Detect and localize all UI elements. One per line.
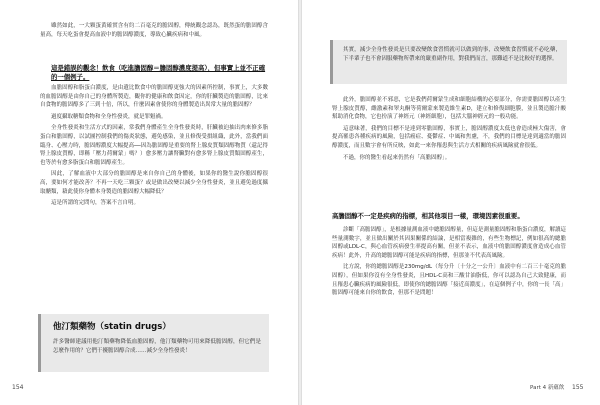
left-paragraph-6: 這是所謂的完問句，答案不言自明。	[51, 200, 140, 207]
right-paragraph-4: 診斷「高膽固醇」，是根據量測血液中總膽固醇量，但這是測量膽固醇和脂蛋白濃度，解讀這些量測數字，並且做出關於其因果關係的結論，是相當複雜的，有些生物標記，例如很高的總膽固醇或LDL-C，與心血管疾病發生率提高有關，但並不表示，血液中的膽固醇濃度會造成心血管疾病！此外，升高的總膽固醇可能是疾病的指標，但那並不代表高風險。	[332, 227, 566, 259]
right-paragraph-3: 不過，你的醫生看起來仍然有「高膽固醇」。	[343, 154, 451, 161]
left-page-number: 154	[12, 384, 24, 391]
left-paragraph-3: 過度攝取糖類食物和全身性發炎，就是罪魁禍。	[51, 113, 167, 120]
statin-sidebar-box	[38, 314, 269, 372]
left-body-text	[40, 84, 268, 211]
right-page-number: 155	[572, 384, 584, 391]
left-paragraph-1: 雖然如此，一大顆蛋黃確實含有約二百毫克的膽固醇，傳統觀念認為，既然蛋的膽固醇含量高，每天吃蛋會提高血液中的膽固醇濃度，導致心臟疾病和中風。	[40, 23, 268, 38]
statin-box-text: 許多醫師建議用他汀類藥物降低血膽固醇，他汀類藥物可用來降低膽固醇，但它們是怎麼作用的？它們干擾膽固醇合成……減少全身性發炎！	[53, 339, 261, 354]
right-paragraph-2: 這意味著，我們的目標不是達到零膽固醇，事實上，膽固醇濃度太低也會造成極大傷害，會提高罹患各種疾病的風險，包括癌症、憂鬱症、中風和焦慮，不，我們的目標是達到適當的膽固醇濃度，而且數字會有所反映，如此一來你罹患與生活方式相關的疾病風險就會很低。	[332, 125, 566, 149]
left-paragraph-4: 全身性發炎和生活方式的因素，常我們身體產生全身性發炎時，肝臟被迫抽出肉來修多脂蛋白和膽固醇，以試圖控制我們的傷炎狀態，避免感染，並且修復受損組織，此外，當我們面臨身、心壓力時，膽固醇濃度大幅提高──因為膽固醇是重要的腎上腺皮質類固醇物質（還記得腎上腺皮質醇，即稱「壓力荷爾蒙」嗎？）愈多壓力讓腎臟對有愈多腎上腺皮質類固醇產生，也等於有愈多脂蛋白和膽固醇產生。	[40, 125, 268, 166]
statin-box-title: 他汀類藥物（statin drugs）	[53, 322, 171, 332]
left-paragraph-5: 因此，了解血液中大部分的膽固醇是來自你自己的身體後，如果你的醫生說你膽固醇很高，要如何才能改善？不再一天吃三顆蛋？或是做出改變以減少全身性發炎，並且避免過度攝取醣類，藉此使你身體本身製造的膽固醇大幅降低？	[40, 171, 268, 195]
left-intro-text	[40, 22, 268, 42]
right-bold-statement: 高膽固醇不一定是疾病的指標，相其他項目一樣，環境因素很重要。	[332, 212, 524, 220]
right-continued-box	[330, 40, 567, 84]
right-body-text	[332, 96, 566, 165]
right-paragraph-5: 比方說，你的總膽固醇是230mg/dL（每分升〔十分之一公升〕血液中有二百三十毫克的膽固醇），但如果你沒有全身性發炎，且HDL-C高和三酸甘油脂低，你可以認為自己大致健康，而且罹患心臟疾病的風險很低，即使你的總膽固醇「接近高濃度」，在這個例子中，你的一長「高」膽固醇可能來自你的飲食，但那不是問題！	[332, 264, 566, 297]
running-head: Part 4 新蘊飲	[530, 385, 565, 391]
right-page	[302, 0, 600, 405]
left-bold-statement: 這是錯誤的觀念！飲食（吃進膽固醇＝膽固醇濃度提高），但事實上並不正確的一個例子。	[51, 64, 266, 81]
right-box-text: 其實，減少全身性發炎是只要改變飲食習慣就可以做到的事，改變飲食習慣就不必吃藥，下半輩子也不會因服藥物所帶來的嚴重副作用，對我們而言，那難道不是比較好的選擇。	[343, 47, 561, 62]
right-body-text-2	[332, 226, 566, 301]
left-paragraph-2: 血膽固醇和脂蛋白濃度，是由遺比飲食中的膽固醇更強大的因素所控制，事實上，大多數的血膽固醇是由你自己的身體所製造，觀你的健康和飲食因定，你的肝臟製造的膽固醇，比來自食物的膽固醇多了三到十倍，所以，什麼因素會使你的身體製造出異常大量的膽固醇？	[40, 85, 268, 109]
left-page	[0, 0, 298, 405]
right-paragraph-1: 此外，膽固醇並不邪惡，它是我們荷爾蒙生成和細胞結構的必要部分，你需要膽固醇以產生腎上腺皮質醇，雌激素和睪丸酮等荷爾蒙來製造維生素D，建立和修復細胞膜，並且製造膽汁酸幫助消化食物，它也扮演了神經元（神經細胞），包括大腦神經元的一般功能。	[332, 97, 566, 121]
